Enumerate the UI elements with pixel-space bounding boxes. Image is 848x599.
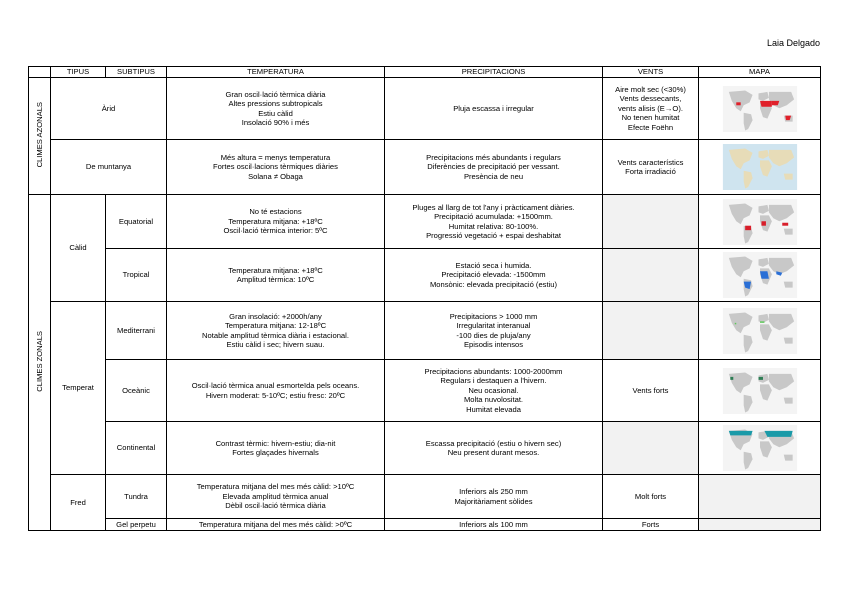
climate-region xyxy=(760,271,769,278)
prec-muntanya xyxy=(385,140,603,195)
text-line: Precipitació acumulada: +1500mm. xyxy=(434,212,553,222)
text-line: -100 dies de pluja/any xyxy=(456,330,531,340)
group-azonal: CLIMES AZONALS xyxy=(29,78,51,195)
temp-equatorial xyxy=(167,195,385,249)
map-mediterrani xyxy=(699,302,821,360)
world-map-thumbnail xyxy=(713,144,807,190)
world-map-thumbnail xyxy=(713,368,807,414)
vents-gel xyxy=(603,519,699,531)
text-line: No tenen humitat xyxy=(621,113,680,123)
map-continent xyxy=(783,455,792,461)
map-continent xyxy=(783,228,792,234)
climate-region xyxy=(745,225,751,229)
climate-region xyxy=(760,321,764,322)
text-line: Insolació 90% i més xyxy=(241,117,310,127)
temp-mediterrani xyxy=(167,302,385,360)
text-line: Monsònic: elevada precipitació (estiu) xyxy=(429,279,558,289)
text-line: Pluja escassa i irregular xyxy=(453,103,534,113)
type-fred: Fred xyxy=(51,475,106,531)
text-line: Amplitud tèrmica: 10ºC xyxy=(236,275,315,284)
subtype-gel: Gel perpetu xyxy=(106,519,167,531)
subtype-continental: Continental xyxy=(106,422,167,475)
text-line: Forts xyxy=(641,520,660,529)
header-subtipus: SUBTIPUS xyxy=(106,67,167,78)
temp-tropical xyxy=(167,249,385,302)
text-line: Precipitacions més abundants i regulars xyxy=(426,152,561,162)
text-line: Precipitacions abundants: 1000-2000mm xyxy=(424,366,563,376)
text-line: Notable amplitud tèrmica diària i estacional. xyxy=(202,330,349,340)
text-line: Temperatura mitjana: 12-18ºC xyxy=(224,321,327,331)
temp-oceanic xyxy=(167,360,385,422)
row-tropical xyxy=(29,249,821,302)
text-line: Majoritàriament sòlides xyxy=(454,496,533,506)
row-tundra xyxy=(29,475,821,519)
text-line: Dèbil oscil·lació tèrmica diària xyxy=(225,501,326,511)
text-line: Escassa precipitació (estiu o hivern sec) xyxy=(425,438,562,448)
prec-oceanic xyxy=(385,360,603,422)
climate-region xyxy=(764,431,792,437)
vents-equatorial xyxy=(603,195,699,249)
world-map-thumbnail xyxy=(713,199,807,245)
text-line: Temperatura mitjana del mes més càlid: >10ºC xyxy=(196,482,355,492)
prec-arid xyxy=(385,78,603,140)
climate-region xyxy=(730,376,733,379)
type-temperat: Temperat xyxy=(51,302,106,475)
text-line: Molt forts xyxy=(634,491,667,501)
text-line: vents alisis (E→O). xyxy=(618,103,683,113)
row-arid xyxy=(29,78,821,140)
text-line: Contrast tèrmic: hivern-estiu; dia-nit xyxy=(215,438,336,448)
header-vents: VENTS xyxy=(603,67,699,78)
text-line: Fortes glaçades hivernals xyxy=(232,448,319,457)
text-line: Regulars i destaquen a l'hivern. xyxy=(440,376,547,386)
text-line: Diferències de precipitació per vessant. xyxy=(427,162,560,172)
map-oceanic xyxy=(699,360,821,422)
map-gel xyxy=(699,519,821,531)
text-line: Estiu càlid xyxy=(258,108,293,118)
header-row xyxy=(29,67,821,78)
subtype-equatorial: Equatorial xyxy=(106,195,167,249)
text-line: Neu present durant mesos. xyxy=(447,448,540,457)
temp-gel xyxy=(167,519,385,531)
subtype-tropical: Tropical xyxy=(106,249,167,302)
text-line: Hivern moderat: 5-10ºC; estiu fresc: 20ºC xyxy=(205,390,346,400)
text-line: Gran insolació: +2000h/any xyxy=(229,311,322,321)
text-line: Progressió vegetació + espai deshabitat xyxy=(426,230,561,240)
subtype-arid: Àrid xyxy=(51,78,167,140)
header-corner xyxy=(29,67,51,78)
row-gel xyxy=(29,519,821,531)
row-continental xyxy=(29,422,821,475)
text-line: Vents dessecants, xyxy=(619,94,682,104)
header-temperatura: TEMPERATURA xyxy=(167,67,385,78)
temp-tundra xyxy=(167,475,385,519)
text-line: Estació seca i humida. xyxy=(455,260,532,270)
subtype-oceanic: Oceànic xyxy=(106,360,167,422)
vents-mediterrani xyxy=(603,302,699,360)
vents-tropical xyxy=(603,249,699,302)
subtype-tundra: Tundra xyxy=(106,475,167,519)
climate-table xyxy=(28,66,821,531)
text-line: Solana ≠ Obaga xyxy=(248,171,303,181)
prec-tundra xyxy=(385,475,603,519)
map-continent xyxy=(783,174,792,180)
map-continental xyxy=(699,422,821,475)
text-line: Humitat relativa: 80-100%. xyxy=(448,221,539,231)
world-map-thumbnail xyxy=(713,308,807,354)
text-line: Estiu càlid i sec; hivern suau. xyxy=(226,339,325,349)
text-line: Irregularitat interanual xyxy=(456,321,531,331)
map-tundra xyxy=(699,475,821,519)
text-line: Precipitacions > 1000 mm xyxy=(449,311,538,321)
text-line: No té estacions xyxy=(249,207,302,217)
subtype-mediterrani: Mediterrani xyxy=(106,302,167,360)
text-line: Presència de neu xyxy=(463,171,524,181)
map-muntanya xyxy=(699,140,821,195)
vents-continental xyxy=(603,422,699,475)
text-line: Episodis intensos xyxy=(463,339,524,349)
temp-continental xyxy=(167,422,385,475)
text-line: Precipitació elevada: -1500mm xyxy=(441,270,546,280)
text-line: Temperatura mitjana: +18ºC xyxy=(228,216,323,226)
text-line: Inferiors als 100 mm xyxy=(459,520,528,529)
row-muntanya xyxy=(29,140,821,195)
prec-continental xyxy=(385,422,603,475)
type-calid: Càlid xyxy=(51,195,106,302)
climate-region xyxy=(758,376,762,379)
text-line: Vents forts xyxy=(632,385,669,395)
header-precipitacions: PRECIPITACIONS xyxy=(385,67,603,78)
text-line: Oscil·lació tèrmica interior: 5ºC xyxy=(223,226,328,236)
map-continent xyxy=(783,337,792,343)
map-arid xyxy=(699,78,821,140)
text-line: Fortes oscil·lacions tèrmiques diàries xyxy=(213,162,338,172)
vents-oceanic xyxy=(603,360,699,422)
group-zonal: CLIMES ZONALS xyxy=(29,195,51,531)
text-line: Pluges al llarg de tot l'any i pràcticament diàries. xyxy=(412,202,575,212)
row-equatorial xyxy=(29,195,821,249)
subtype-muntanya: De muntanya xyxy=(51,140,167,195)
climate-region xyxy=(761,221,765,225)
vents-muntanya xyxy=(603,140,699,195)
climate-region xyxy=(782,222,788,225)
temp-arid xyxy=(167,78,385,140)
text-line: Més altura = menys temperatura xyxy=(220,152,331,162)
world-map-thumbnail xyxy=(713,425,807,471)
text-line: Altes pressions subtropicals xyxy=(228,99,323,109)
text-line: Molta nuvolositat. xyxy=(463,395,524,405)
row-oceanic xyxy=(29,360,821,422)
header-mapa: MAPA xyxy=(699,67,821,78)
row-mediterrani xyxy=(29,302,821,360)
vents-arid xyxy=(603,78,699,140)
text-line: Efecte Foëhn xyxy=(627,122,674,132)
world-map-thumbnail xyxy=(713,252,807,298)
prec-mediterrani xyxy=(385,302,603,360)
vents-tundra xyxy=(603,475,699,519)
prec-tropical xyxy=(385,249,603,302)
text-line: Elevada amplitud tèrmica anual xyxy=(222,491,329,501)
text-line: Humitat elevada xyxy=(466,404,521,414)
climate-region xyxy=(728,431,752,435)
temp-muntanya xyxy=(167,140,385,195)
climate-region xyxy=(734,322,735,323)
prec-gel xyxy=(385,519,603,531)
text-line: Aire molt sec (<30%) xyxy=(615,84,686,94)
map-equatorial xyxy=(699,195,821,249)
world-map-thumbnail xyxy=(713,86,807,132)
climate-region xyxy=(760,100,772,106)
text-line: Vents característics xyxy=(617,157,684,167)
text-line: Temperatura mitjana del mes més càlid: >0ºC xyxy=(198,520,353,529)
prec-equatorial xyxy=(385,195,603,249)
text-line: Temperatura mitjana: +18ºC xyxy=(228,265,323,275)
text-line: Oscil·lació tèrmica anual esmorteïda pels oceans. xyxy=(191,381,360,391)
text-line: Gran oscil·lació tèrmica diària xyxy=(225,89,326,99)
map-continent xyxy=(783,282,792,288)
text-line: Inferiors als 250 mm xyxy=(459,487,528,497)
text-line: Neu ocasional. xyxy=(468,385,519,395)
map-tropical xyxy=(699,249,821,302)
text-line: Forta irradiació xyxy=(625,167,676,176)
author-name: Laia Delgado xyxy=(766,38,820,48)
map-continent xyxy=(783,397,792,403)
header-tipus: TIPUS xyxy=(51,67,106,78)
climate-region xyxy=(736,102,740,105)
